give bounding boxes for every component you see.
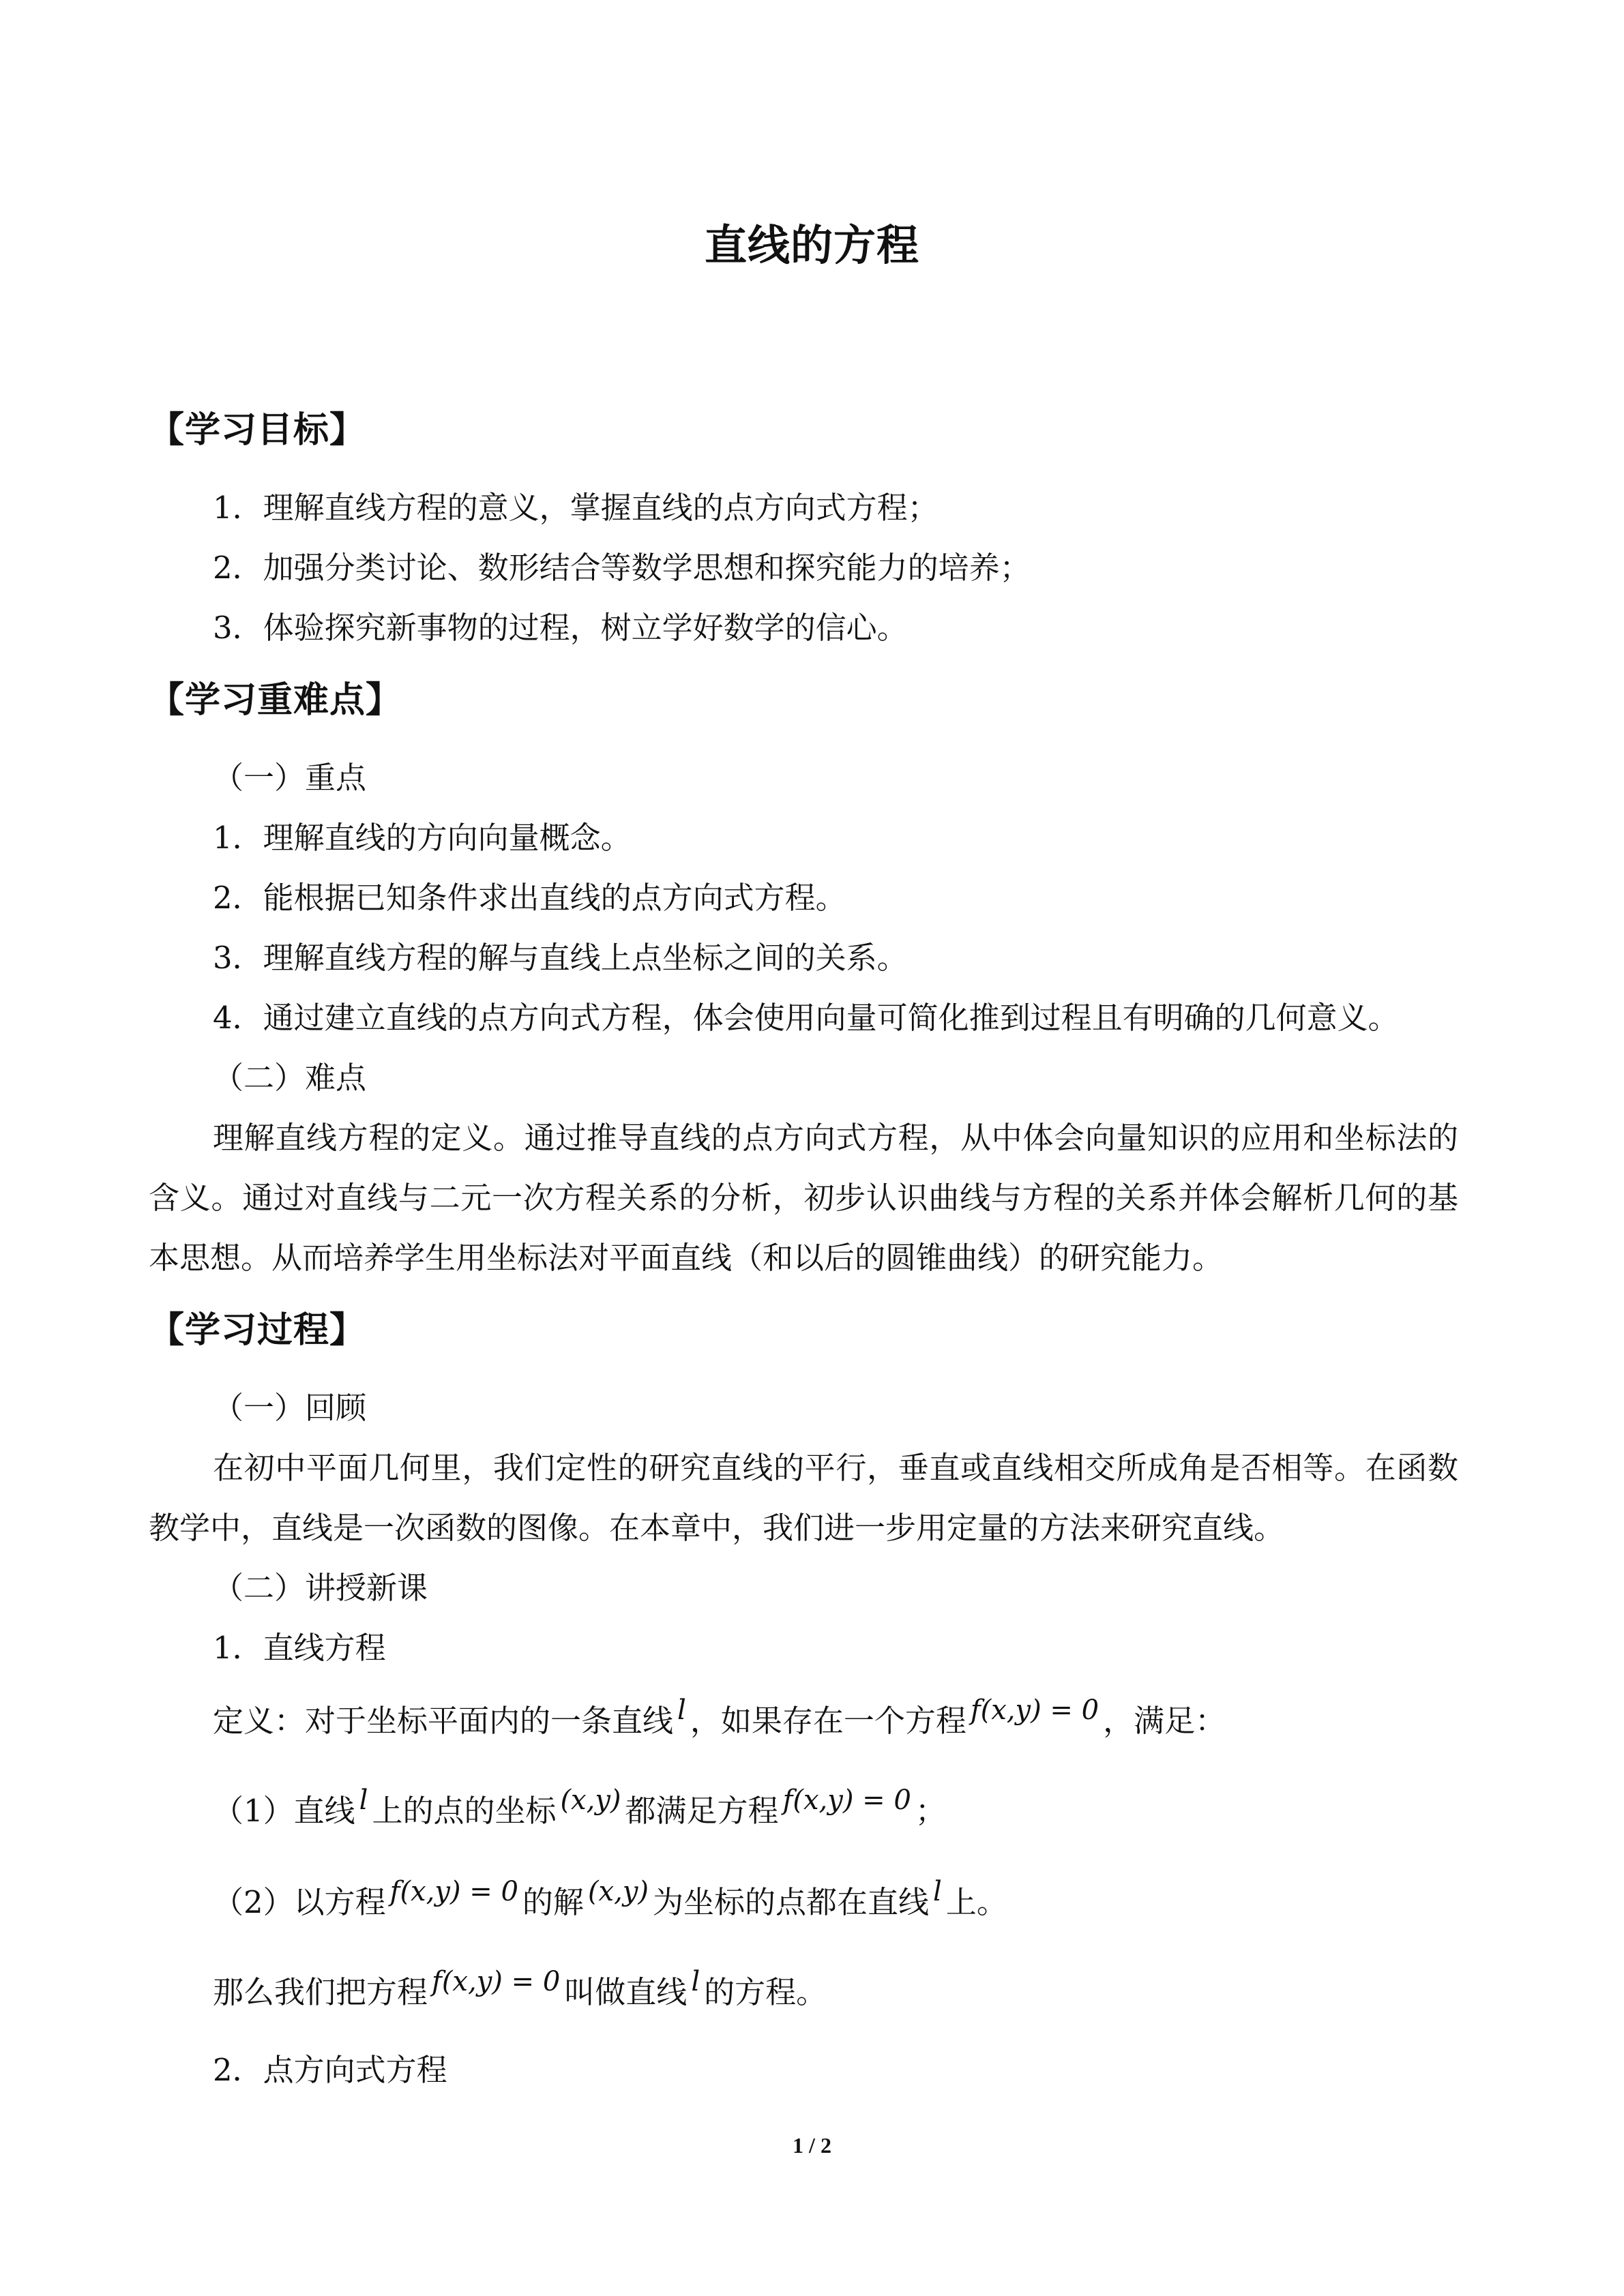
objective-item: 1．理解直线方程的意义，掌握直线的点方向式方程；	[213, 490, 939, 526]
subheading-review: （一）回顾	[213, 1390, 367, 1426]
condition-text: （2）以方程	[213, 1884, 386, 1920]
key-point-item: 3．理解直线方程的解与直线上点坐标之间的关系。	[213, 940, 908, 976]
condition-text: 为坐标的点都在直线	[653, 1884, 930, 1920]
heading-objectives: 【学习目标】	[149, 410, 366, 451]
math-f: f(x,y) = 0	[389, 1876, 518, 1907]
condition-text: ；	[915, 1793, 946, 1829]
math-l: l	[677, 1695, 686, 1726]
condition-text: 都满足方程	[625, 1793, 779, 1829]
page-title: 直线的方程	[704, 220, 919, 270]
subheading-difficulty: （二）难点	[213, 1060, 367, 1096]
heading-process: 【学习过程】	[149, 1310, 366, 1351]
math-xy: (x,y)	[560, 1785, 621, 1816]
definition-text: 定义：对于坐标平面内的一条直线	[213, 1703, 674, 1739]
heading-key-points: 【学习重难点】	[149, 680, 402, 721]
math-f: f(x,y) = 0	[782, 1785, 911, 1816]
key-point-item: 1．理解直线的方向向量概念。	[213, 820, 632, 856]
math-l: l	[933, 1876, 942, 1907]
conclusion-line	[213, 1966, 827, 2013]
condition-text: 的解	[522, 1884, 584, 1920]
objective-item: 3．体验探究新事物的过程，树立学好数学的信心。	[213, 610, 908, 646]
item-point-direction: 2．点方向式方程	[213, 2052, 447, 2088]
math-l: l	[691, 1966, 700, 1997]
page-number: 1 / 2	[793, 2133, 831, 2158]
difficulty-paragraph: 理解直线方程的定义。通过推导直线的点方向式方程，从中体会向量知识的应用和坐标法的含义。通过对直线与二元一次方程关系的分析，初步认识曲线与方程的关系并体会解析几何的基本思想。从而培养学生用坐标法对平面直线（和以后的圆锥曲线）的研究能力。	[149, 1120, 1458, 1276]
objective-item: 2．加强分类讨论、数形结合等数学思想和探究能力的培养；	[213, 550, 1031, 586]
math-xy: (x,y)	[587, 1876, 649, 1907]
condition-2	[213, 1876, 1007, 1923]
subheading-new-lesson: （二）讲授新课	[213, 1570, 428, 1606]
math-f: f(x,y) = 0	[432, 1966, 561, 1997]
subheading-key: （一）重点	[213, 760, 367, 796]
definition-text: ，如果存在一个方程	[690, 1703, 966, 1739]
definition-line	[213, 1695, 1226, 1742]
conclusion-text: 的方程。	[704, 1974, 827, 2010]
condition-text: 上的点的坐标	[372, 1793, 557, 1829]
condition-1	[213, 1785, 946, 1832]
math-f: f(x,y) = 0	[970, 1695, 1099, 1726]
conclusion-text: 叫做直线	[564, 1974, 688, 2010]
condition-text: 上。	[945, 1884, 1007, 1920]
key-point-item: 2．能根据已知条件求出直线的点方向式方程。	[213, 880, 846, 916]
condition-text: （1）直线	[213, 1793, 355, 1829]
key-point-item: 4．通过建立直线的点方向式方程，体会使用向量可简化推到过程且有明确的几何意义。	[213, 1000, 1399, 1036]
conclusion-text: 那么我们把方程	[213, 1974, 428, 2010]
review-paragraph: 在初中平面几何里，我们定性的研究直线的平行，垂直或直线相交所成角是否相等。在函数教学中，直线是一次函数的图像。在本章中，我们进一步用定量的方法来研究直线。	[149, 1450, 1458, 1546]
item-line-equation: 1．直线方程	[213, 1630, 386, 1666]
definition-text: ，满足：	[1103, 1703, 1226, 1739]
math-l: l	[359, 1785, 368, 1816]
